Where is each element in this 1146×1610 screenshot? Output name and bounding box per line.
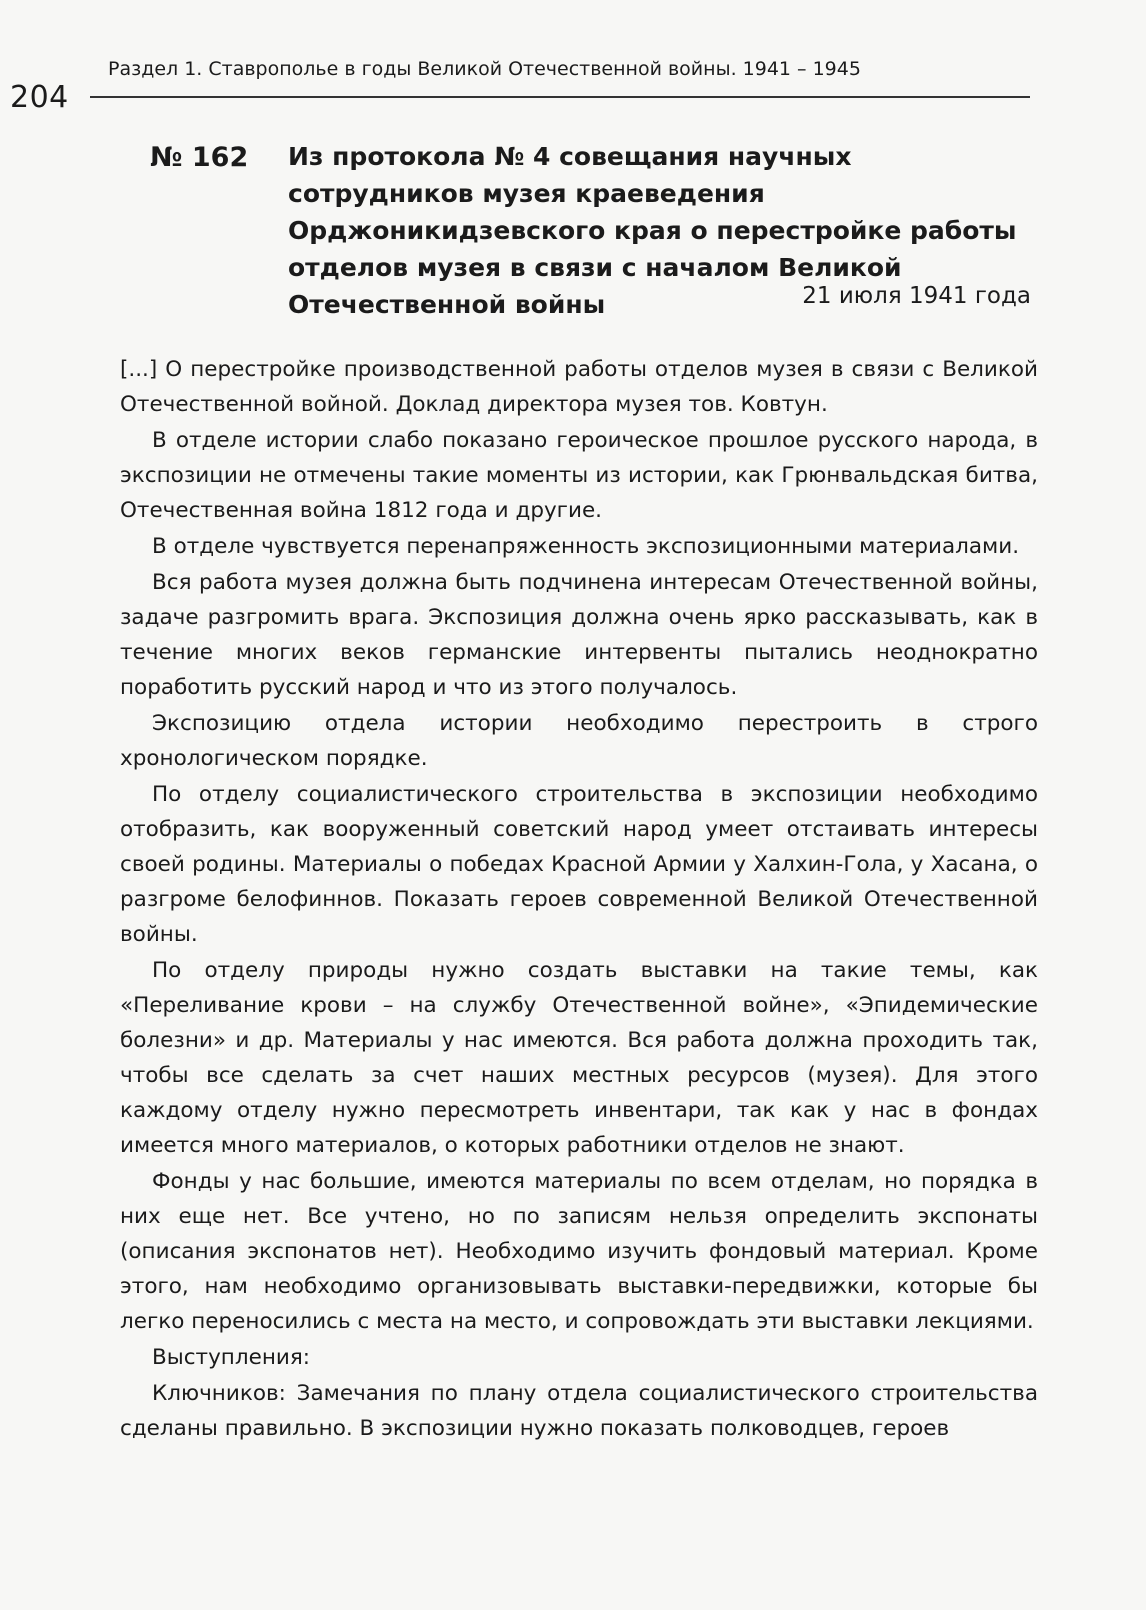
document-number: № 162: [150, 142, 249, 173]
document-date: 21 июля 1941 года: [802, 283, 1031, 309]
paragraph: Выступления:: [152, 1345, 311, 1370]
paragraph: Ключников: Замечания по плану отдела социалистического строительства сделаны правильно. В экспозиции нужно показать полководцев, героев: [120, 1381, 1038, 1441]
paragraph: Вся работа музея должна быть подчинена интересам Отечественной войны, задаче разгромить врага. Экспозиция должна очень ярко рассказывать, как в течение многих веков германские интервенты пытались неоднократно поработить русский народ и что из этого получалось.: [120, 570, 1038, 700]
document-body: [120, 352, 1038, 1447]
paragraph: В отделе истории слабо показано героическое прошлое русского народа, в экспозиции не отмечены такие моменты из истории, как Грюнвальдская битва, Отечественная война 1812 года и другие.: [120, 428, 1038, 523]
running-header: Раздел 1. Ставрополье в годы Великой Отечественной войны. 1941 – 1945: [108, 58, 861, 80]
paragraph: [...] О перестройке производственной работы отделов музея в связи с Великой Отечественной войной. Доклад директора музея тов. Ковтун.: [120, 357, 1038, 417]
paragraph: Фонды у нас большие, имеются материалы по всем отделам, но порядка в них еще нет. Все учтено, но по записям нельзя определить экспонаты (описания экспонатов нет). Необходимо изучить фондовый материал. Кроме этого, нам необходимо организовывать выставки-передвижки, которые бы легко переносились с места на место, и сопровождать эти выставки лекциями.: [120, 1169, 1038, 1334]
page-number: 204: [10, 80, 69, 115]
paragraph: По отделу природы нужно создать выставки на такие темы, как «Переливание крови – на службу Отечественной войне», «Эпидемические болезни» и др. Материалы у нас имеются. Вся работа должна проходить так, чтобы все сделать за счет наших местных ресурсов (музея). Для этого каждому отделу нужно пересмотреть инвентари, так как у нас в фондах имеется много материалов, о которых работники отделов не знают.: [120, 958, 1038, 1158]
paragraph: Экспозицию отдела истории необходимо перестроить в строго хронологическом порядке.: [120, 711, 1038, 771]
document-title: Из протокола № 4 совещания научных сотрудников музея краеведения Орджоникидзевского края о перестройке работы отделов музея в связи с началом Великой Отечественной войны: [288, 142, 1017, 319]
paragraph: В отделе чувствуется перенапряженность экспозиционными материалами.: [152, 534, 1020, 559]
header-rule: [90, 96, 1030, 98]
paragraph: По отделу социалистического строительства в экспозиции необходимо отобразить, как вооруженный советский народ умеет отстаивать интересы своей родины. Материалы о победах Красной Армии у Халхин-Гола, у Хасана, о разгроме белофиннов. Показать героев современной Великой Отечественной войны.: [120, 782, 1038, 947]
